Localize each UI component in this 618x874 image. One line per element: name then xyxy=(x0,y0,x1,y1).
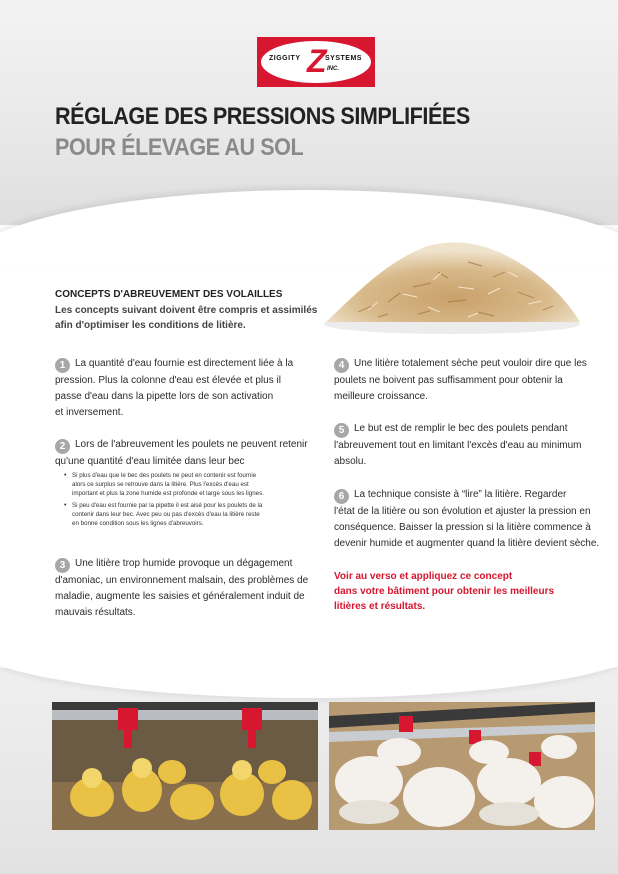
logo-word-left: ZIGGITY xyxy=(269,55,301,62)
point-line: absolu. xyxy=(334,456,367,467)
bullet-line: alors ce surplus se retrouve dans la litière. Plus l'excès d'eau est xyxy=(72,481,249,488)
point-4 xyxy=(334,356,594,405)
number-2-badge: 2 xyxy=(55,439,70,454)
section-intro: Les concepts suivant doivent être compris et assimilés afin d'optimiser les conditions de litière. xyxy=(55,305,318,331)
point-line: d'amoniac, un environnement malsain, des problèmes de xyxy=(55,575,309,586)
bullet-item xyxy=(64,501,322,528)
point-2-bullets xyxy=(64,471,322,531)
wood-shavings-image xyxy=(318,232,586,338)
page-title: RÉGLAGE DES PRESSIONS SIMPLIFIÉES xyxy=(55,103,470,130)
logo-oval xyxy=(261,41,371,83)
number-5-badge: 5 xyxy=(334,423,349,438)
point-line: poulets ne boivent pas suffisamment pour obtenir la xyxy=(334,375,563,386)
point-text: La quantité d'eau fournie est directement liée à la xyxy=(75,358,294,369)
logo-word-right: SYSTEMS xyxy=(325,55,362,62)
number-3-badge: 3 xyxy=(55,558,70,573)
point-line xyxy=(334,421,594,438)
point-2 xyxy=(55,437,325,470)
point-6 xyxy=(334,487,604,552)
point-text: Une litière totalement sèche peut vouloir dire que les xyxy=(354,358,587,369)
point-line: conséquence. Baisser la pression si la litière commence à xyxy=(334,522,591,533)
bullet-item xyxy=(64,471,322,498)
point-line: meilleure croissance. xyxy=(334,391,428,402)
point-5 xyxy=(334,421,594,470)
point-line: passe d'eau dans la pipette lors de son activation xyxy=(55,391,274,402)
point-line xyxy=(55,356,325,373)
point-line: l'abreuvement tout en limitant l'excès d'eau au minimum xyxy=(334,440,582,451)
point-line: mauvais résultats. xyxy=(55,607,136,618)
callout-line: dans votre bâtiment pour obtenir les meilleurs xyxy=(334,586,555,597)
number-6-badge: 6 xyxy=(334,489,349,504)
point-line xyxy=(55,437,325,454)
ziggity-logo xyxy=(257,37,375,87)
number-1-badge: 1 xyxy=(55,358,70,373)
page-subtitle: POUR ÉLEVAGE AU SOL xyxy=(55,134,304,161)
point-text: Le but est de remplir le bec des poulets pendant xyxy=(354,423,568,434)
point-3 xyxy=(55,556,325,621)
section-heading: CONCEPTS D'ABREUVEMENT DES VOLAILLES xyxy=(55,289,283,300)
broilers-drinking-photo xyxy=(329,702,595,830)
bullet-line: important et plus la zone humide est profonde et large sous les lignes. xyxy=(72,490,264,497)
callout-line: litières et résultats. xyxy=(334,601,426,612)
point-line: maladie, augmente les saisies et généralement induit de xyxy=(55,591,305,602)
callout-line: Voir au verso et appliquez ce concept xyxy=(334,571,513,582)
point-line: qu'une quantité d'eau limitée dans leur bec xyxy=(55,456,245,467)
point-text: Une litière trop humide provoque un dégagement xyxy=(75,558,293,569)
bullet-line: en bonne condition sous les lignes d'abreuvoirs. xyxy=(72,520,204,527)
chicks-drinking-photo xyxy=(52,702,318,830)
point-text: La technique consiste à “lire” la litière. Regarder xyxy=(354,489,567,500)
number-4-badge: 4 xyxy=(334,358,349,373)
point-line xyxy=(55,556,325,573)
point-line: et inversement. xyxy=(55,407,124,418)
bullet-line: contenir dans leur bec. Avec peu ou pas d'excès d'eau la litière reste xyxy=(72,511,260,518)
logo-suffix: INC. xyxy=(327,66,339,72)
point-line: pression. Plus la colonne d'eau est élevée et plus il xyxy=(55,375,281,386)
bullet-line: • Si peu d'eau est fournie par la pipette il est aisé pour les poulets de la xyxy=(72,502,263,509)
logo-z-letter: Z xyxy=(307,43,327,79)
point-1 xyxy=(55,356,325,421)
callout-text xyxy=(334,569,574,614)
point-line xyxy=(334,356,594,373)
bullet-line: • Si plus d'eau que le bec des poulets ne peut en contenir est fournie xyxy=(72,472,257,479)
point-line: l'état de la litière ou son évolution et ajuster la pression en xyxy=(334,506,591,517)
point-line: devenir humide et augmenter quand la litière devient sèche. xyxy=(334,538,600,549)
point-line xyxy=(334,487,604,504)
point-text: Lors de l'abreuvement les poulets ne peuvent retenir xyxy=(75,439,308,450)
